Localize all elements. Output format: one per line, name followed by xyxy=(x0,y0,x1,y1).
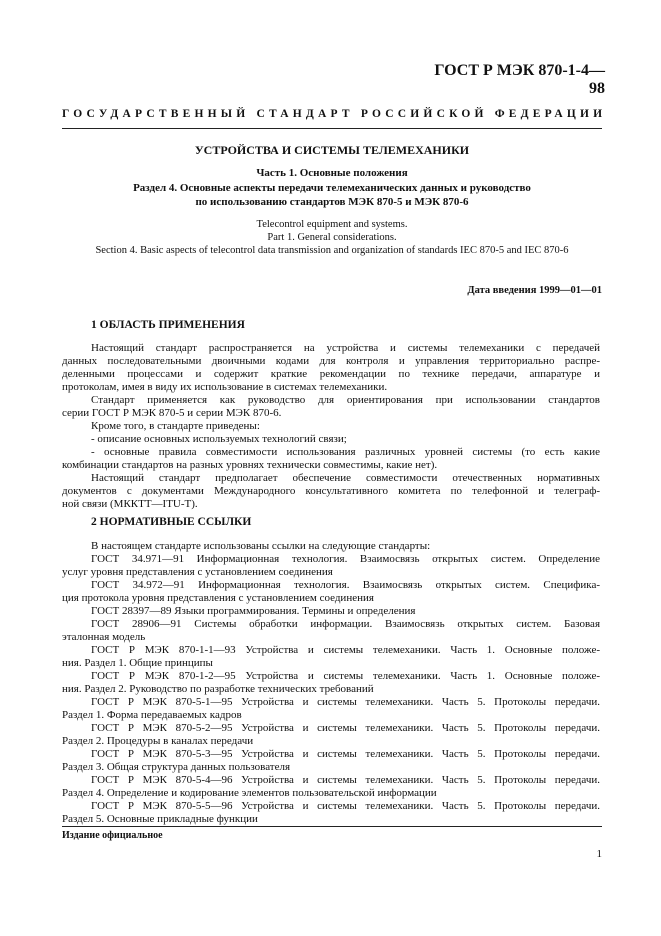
section-title-line: Раздел 4. Основные аспекты передачи телемеханических данных и руководство xyxy=(133,182,531,194)
body-line: В настоящем стандарте использованы ссылки на следующие стандарты: xyxy=(91,540,431,552)
reference-line: ция протокола уровня представления с установлением соединения xyxy=(62,592,374,604)
english-title-line: Part 1. General considerations. xyxy=(267,232,397,243)
body-line: Кроме того, в стандарте приведены: xyxy=(91,420,260,432)
introduction-date: Дата введения 1999—01—01 xyxy=(467,285,602,296)
reference-line: эталонная модель xyxy=(62,631,146,643)
page-number: 1 xyxy=(596,848,602,860)
reference-line: Раздел 3. Общая структура данных пользователя xyxy=(62,761,291,773)
divider-bottom xyxy=(62,826,602,827)
gost-number: ГОСТ Р МЭК 870-1-4—98 xyxy=(434,62,605,97)
document-title: УСТРОЙСТВА И СИСТЕМЫ ТЕЛЕМЕХАНИКИ xyxy=(194,143,470,157)
reference-line: Раздел 5. Основные прикладные функции xyxy=(62,813,258,825)
english-title-line: Telecontrol equipment and systems. xyxy=(256,219,408,230)
reference-line: ГОСТ Р МЭК 870-5-2—95 Устройства и системы телемеханики. Часть 5. Протоколы передачи. xyxy=(91,722,600,734)
reference-line: ГОСТ 28906—91 Системы обработки информации. Взаимосвязь открытых систем. Базовая xyxy=(91,618,600,630)
reference-line: Раздел 1. Форма передаваемых кадров xyxy=(62,709,242,721)
body-line: протоколам, имея в виду их использование в системах телемеханики. xyxy=(62,381,388,393)
english-title-line: Section 4. Basic aspects of telecontrol data transmission and organization of standards IEC 870-5 and IEC 870-6 xyxy=(95,245,569,256)
body-line: Настоящий стандарт распространяется на устройства и системы телемеханики с передачей xyxy=(91,342,600,354)
body-line: деленными процессами и содержит краткие рекомендации по технике передачи, аппаратуре и xyxy=(62,368,600,380)
list-item: - описание основных используемых технологий связи; xyxy=(91,433,347,445)
part-title: Часть 1. Основные положения xyxy=(256,167,408,179)
reference-line: ГОСТ Р МЭК 870-5-1—95 Устройства и системы телемеханики. Часть 5. Протоколы передачи. xyxy=(91,696,600,708)
body-line: данных последовательными двоичными кодами для контроля и управления территориально распре- xyxy=(62,355,600,367)
reference-line: ния. Раздел 2. Руководство по разработке технических требований xyxy=(62,683,374,695)
reference-line: Раздел 4. Определение и кодирование элементов пользовательской информации xyxy=(62,787,437,799)
reference-line: ГОСТ 34.971—91 Информационная технология. Взаимосвязь открытых систем. Определение xyxy=(91,553,600,565)
reference-line: ГОСТ 34.972—91 Информационная технология. Взаимосвязь открытых систем. Специфика- xyxy=(91,579,600,591)
body-line: ной связи (МККТТ—ITU-T). xyxy=(62,498,198,510)
reference-line: ГОСТ Р МЭК 870-1-1—93 Устройства и системы телемеханики. Часть 1. Основные положе- xyxy=(91,644,600,656)
state-banner: ГОСУДАРСТВЕННЫЙ СТАНДАРТ РОССИЙСКОЙ ФЕДЕРАЦИИ xyxy=(62,108,607,120)
section-title-line: по использованию стандартов МЭК 870-5 и МЭК 870-6 xyxy=(195,196,469,208)
reference-line: ГОСТ Р МЭК 870-5-4—96 Устройства и системы телемеханики. Часть 5. Протоколы передачи. xyxy=(91,774,600,786)
body-line: комбинации стандартов на разных уровнях технически совместимы, какие нет). xyxy=(62,459,438,471)
official-edition-label: Издание официальное xyxy=(62,830,163,841)
section-2-heading: 2 НОРМАТИВНЫЕ ССЫЛКИ xyxy=(91,516,252,528)
body-line: документов с документами Международного консультативного комитета по телефонной и телеграф- xyxy=(62,485,600,497)
reference-line: ГОСТ Р МЭК 870-1-2—95 Устройства и системы телемеханики. Часть 1. Основные положе- xyxy=(91,670,600,682)
reference-line: ния. Раздел 1. Общие принципы xyxy=(62,657,213,669)
reference-line: услуг уровня представления с установлением соединения xyxy=(62,566,333,578)
reference-line: ГОСТ Р МЭК 870-5-5—96 Устройства и системы телемеханики. Часть 5. Протоколы передачи. xyxy=(91,800,600,812)
list-item: - основные правила совместимости использования различных уровней системы (то есть какие xyxy=(91,446,600,458)
reference-line: ГОСТ Р МЭК 870-5-3—95 Устройства и системы телемеханики. Часть 5. Протоколы передачи. xyxy=(91,748,600,760)
section-1-heading: 1 ОБЛАСТЬ ПРИМЕНЕНИЯ xyxy=(91,319,245,331)
body-line: серии ГОСТ Р МЭК 870-5 и серии МЭК 870-6. xyxy=(62,407,282,419)
reference-line: Раздел 2. Процедуры в каналах передачи xyxy=(62,735,254,747)
body-line: Стандарт применяется как руководство для ориентирования при использовании стандартов xyxy=(91,394,600,406)
divider-top xyxy=(62,128,602,129)
body-line: Настоящий стандарт предполагает обеспечение совместимости отечественных нормативных xyxy=(91,472,600,484)
reference-line: ГОСТ 28397—89 Языки программирования. Термины и определения xyxy=(91,605,416,617)
